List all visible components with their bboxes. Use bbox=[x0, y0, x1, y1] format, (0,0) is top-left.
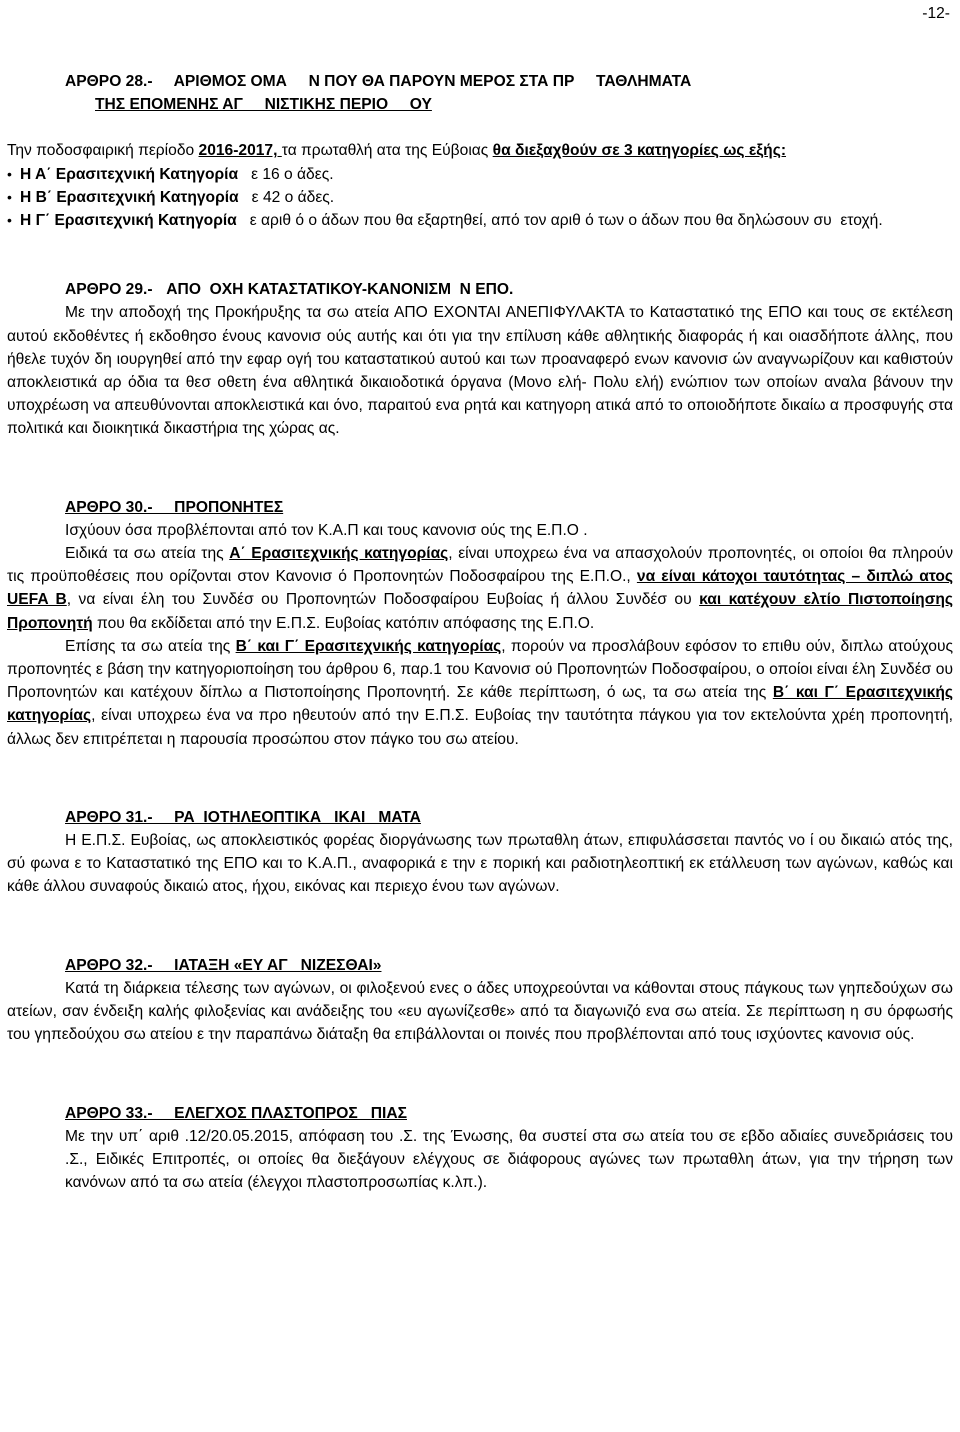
article-29-body: Με την αποδοχή της Προκήρυξης τα σω ατεία ΑΠΟ ΕΧΟΝΤΑΙ ΑΝΕΠΙΦΥΛΑΚΤΑ το Καταστατικό της ΕΠΟ και τους σε εκτέλεση αυτού εκδοθέντες ή εκδοθησο ένους κανονισ ούς αυτής και ότι για την επίλυση κάθε αθλητικής διαφοράς ή και οιασδήποτε άλλης, που ήθελε τυχόν δη ιουργηθεί από την εφαρ ογή του καταστατικού αυτού και των προαναφερό ενων κανονισ ών αναγνωρίζουν και καθιστούν αποκλειστικά αρ όδια τα θεσ οθετη ένα αθλητικά δικαιοδοτικά όργανα (Μονο ελή- Πολυ ελή) ενώπιον των οποίων αναλα βάνουν την υποχρέωση να απευθύνονται αποκλειστικά και όνο, παραιτού ενα ρητά και κατηγορη ατικά από το οποιοδήποτε δικαίω α προσφυγής στα πολιτικά και διοικητικά δικαστήρια της χώρας ας. bbox=[7, 304, 953, 438]
article-29-heading bbox=[7, 278, 953, 301]
category-detail: ε αριθ ό ο άδων που θα εξαρτηθεί, από τον αριθ ό των ο άδων που θα δηλώσουν συ ετοχή. bbox=[236, 212, 883, 230]
article-28-heading-line1: ΑΡΘΡΟ 28.- ΑΡΙΘΜΟΣ ΟΜΑ Ν ΠΟΥ ΘΑ ΠΑΡΟΥΝ ΜΕΡΟΣ ΣΤΑ ΠΡ ΤΑΘΛΗΜΑΤΑ bbox=[65, 73, 692, 90]
article-31 bbox=[7, 806, 953, 899]
category-detail: ε 16 ο άδες. bbox=[238, 165, 334, 183]
article-30-p1: Ισχύουν όσα προβλέπονται από τον Κ.Α.Π και τους κανονισ ούς της Ε.Π.Ο . bbox=[65, 521, 588, 539]
article-32-body: Κατά τη διάρκεια τέλεσης των αγώνων, οι φιλοξενού ενες ο άδες υποχρεούνται να κάθονται στους πάγκους των γηπεδούχων σω ατείων, σαν ένδειξη καλής φιλοξενίας και ανάδειξης του «ευ αγωνίζεσθε» από τα διαγωνιζό ενα σω ατεία. Σε περίπτωση η συ όρφωσής του γηπεδούχου σω ατείου ε την παραπάνω διάταξη θα επιβάλλονται οι ποινές που προβλέπονται από τους ισχύοντες κανονισ ούς. bbox=[7, 979, 953, 1044]
document-body bbox=[7, 70, 953, 1194]
article-30-p2 bbox=[7, 542, 953, 635]
article-30 bbox=[7, 496, 953, 751]
article-28 bbox=[7, 70, 953, 232]
text-run: Επίσης τα σω ατεία της bbox=[65, 637, 236, 655]
list-item bbox=[7, 209, 953, 232]
article-number: ΑΡΘΡΟ 29.- bbox=[65, 281, 153, 299]
page-number: -12- bbox=[922, 5, 950, 22]
article-31-body: Η Ε.Π.Σ. Ευβοίας, ως αποκλειστικός φορέας διοργάνωσης των πρωταθλη άτων, επιφυλάσσεται παντός νο ί ου δικαιώ ατός της, σύ φωνα ε το Καταστατικό της ΕΠΟ και το Κ.Α.Π., αναφορικά ε την ε πορική και ραδιοτηλεοπτική εκ ετάλλευση των αγώνων, καθώς και κάθε άλλου συναφούς δικαιώ ατος, ήχου, εικόνας και περιεχο ένου των αγώνων. bbox=[7, 832, 953, 896]
list-item bbox=[7, 163, 953, 186]
category-bc-label-2: Β΄ και Γ΄ Ερασιτεχνικής κατηγορίας bbox=[7, 684, 953, 725]
text-run: Ειδικά τα σω ατεία της bbox=[65, 545, 230, 563]
article-29 bbox=[7, 278, 953, 440]
season-label: 2016-2017, bbox=[198, 142, 282, 160]
article-28-heading-line2: ΤΗΣ ΕΠΟΜΕΝΗΣ ΑΓ ΝΙΣΤΙΚΗΣ ΠΕΡΙΟ ΟΥ bbox=[95, 96, 432, 114]
text-run: , να είναι έλη του Συνδέσ ου Προπονητών Ποδοσφαίρου Ευβοίας ή άλλου Συνδέσ ου bbox=[66, 591, 700, 609]
category-list bbox=[7, 163, 953, 233]
category-name: Η Β΄ Ερασιτεχνική Κατηγορία bbox=[20, 188, 239, 206]
list-item bbox=[7, 186, 953, 209]
category-bc-label: Β΄ και Γ΄ Ερασιτεχνικής κατηγορίας bbox=[235, 637, 502, 655]
text-run: που θα εκδίδεται από την Ε.Π.Σ. Ευβοίας κατόπιν απόφασης της Ε.Π.Ο. bbox=[92, 614, 595, 632]
text-run: , είναι υποχρεω ένα να απασχολούν προπονητές, οι οποίοι θα πληρούν τις προϋποθέσεις που ορίζονται στον Κανονισ ό Προπονητών Ποδοσφαίρου της Ε.Π.Ο., bbox=[7, 545, 953, 586]
text-run: , πορούν να προσλάβουν εφόσον το επιθυ ούν, διπλω ατούχους προπονητές ε βάση την κατηγοριοποίηση του άρθρου 6, παρ.1 του Κανονισ ού Προπονητών Ποδοσφαίρου, ο οποίοι είναι έλη Συνδέσ ου Προπονητών και κατέχουν δίπλω α Πιστοποίησης Προπονητή. Σε κάθε περίπτωση, ό ως, τα σω ατεία της bbox=[7, 637, 954, 702]
intro-text-2: τα πρωταθλή ατα της Εύβοιας bbox=[281, 142, 493, 160]
article-28-intro bbox=[7, 139, 953, 162]
article-33 bbox=[7, 1102, 953, 1195]
category-name: Η Α΄ Ερασιτεχνική Κατηγορία bbox=[20, 165, 239, 183]
text-run: , είναι υποχρεω ένα να προ ηθευτούν από την Ε.Π.Σ. Ευβοίας την ταυτότητα πάγκου για τον εκτελούντα χρέη προπονητή, άλλως δεν επιτρέπεται η παρουσία προσώπου στον πάγκο του σω ατείου. bbox=[7, 707, 953, 748]
certification-requirement: και κατέχουν ελτίο Πιστοποίησης Προπονητή bbox=[7, 591, 954, 632]
article-30-p3 bbox=[7, 635, 953, 751]
article-32 bbox=[7, 954, 953, 1047]
category-detail: ε 42 ο άδες. bbox=[238, 188, 335, 206]
article-30-heading: ΑΡΘΡΟ 30.- ΠΡΟΠΟΝΗΤΕΣ bbox=[65, 498, 284, 516]
article-31-heading: ΑΡΘΡΟ 31.- ΡΑ ΙΟΤΗΛΕΟΠΤΙΚΑ ΙΚΑΙ ΜΑΤΑ bbox=[65, 808, 421, 826]
uefa-requirement: να είναι κάτοχοι ταυτότητας – διπλώ ατος UEFA B bbox=[7, 568, 954, 609]
article-32-heading: ΑΡΘΡΟ 32.- ΙΑΤΑΞΗ «ΕΥ ΑΓ ΝΙΖΕΣΘΑΙ» bbox=[65, 956, 382, 974]
intro-text: Την ποδοσφαιρική περίοδο bbox=[7, 142, 199, 160]
article-33-body: Με την υπ΄ αριθ .12/20.05.2015, απόφαση του .Σ. της Ένωσης, θα συστεί στα σω ατεία του σε εβδο αδιαίες συνεδριάσεις του .Σ., Ειδικές Επιτροπές, οι οποίες θα διεξάγουν ελέγχους σε διάφορους αγώνες των πρωταθλη άτων, για την τήρηση των κανόνων από τα σω ατεία (έλεγχοι πλαστοπροσωπίας κ.λπ.). bbox=[65, 1127, 953, 1192]
category-name: Η Γ΄ Ερασιτεχνική Κατηγορία bbox=[20, 212, 237, 230]
article-33-heading: ΑΡΘΡΟ 33.- ΕΛΕΓΧΟΣ ΠΛΑΣΤΟΠΡΟΣ ΠΙΑΣ bbox=[65, 1104, 407, 1122]
category-a-label: Α΄ Ερασιτεχνικής κατηγορίας bbox=[229, 545, 449, 563]
intro-emphasis: θα διεξαχθούν σε 3 κατηγορίες ως εξής: bbox=[492, 142, 787, 160]
article-title: ΑΠΟ ΟΧΗ ΚΑΤΑΣΤΑΤΙΚΟΥ-ΚΑΝΟΝΙΣΜ Ν ΕΠΟ. bbox=[166, 281, 514, 299]
